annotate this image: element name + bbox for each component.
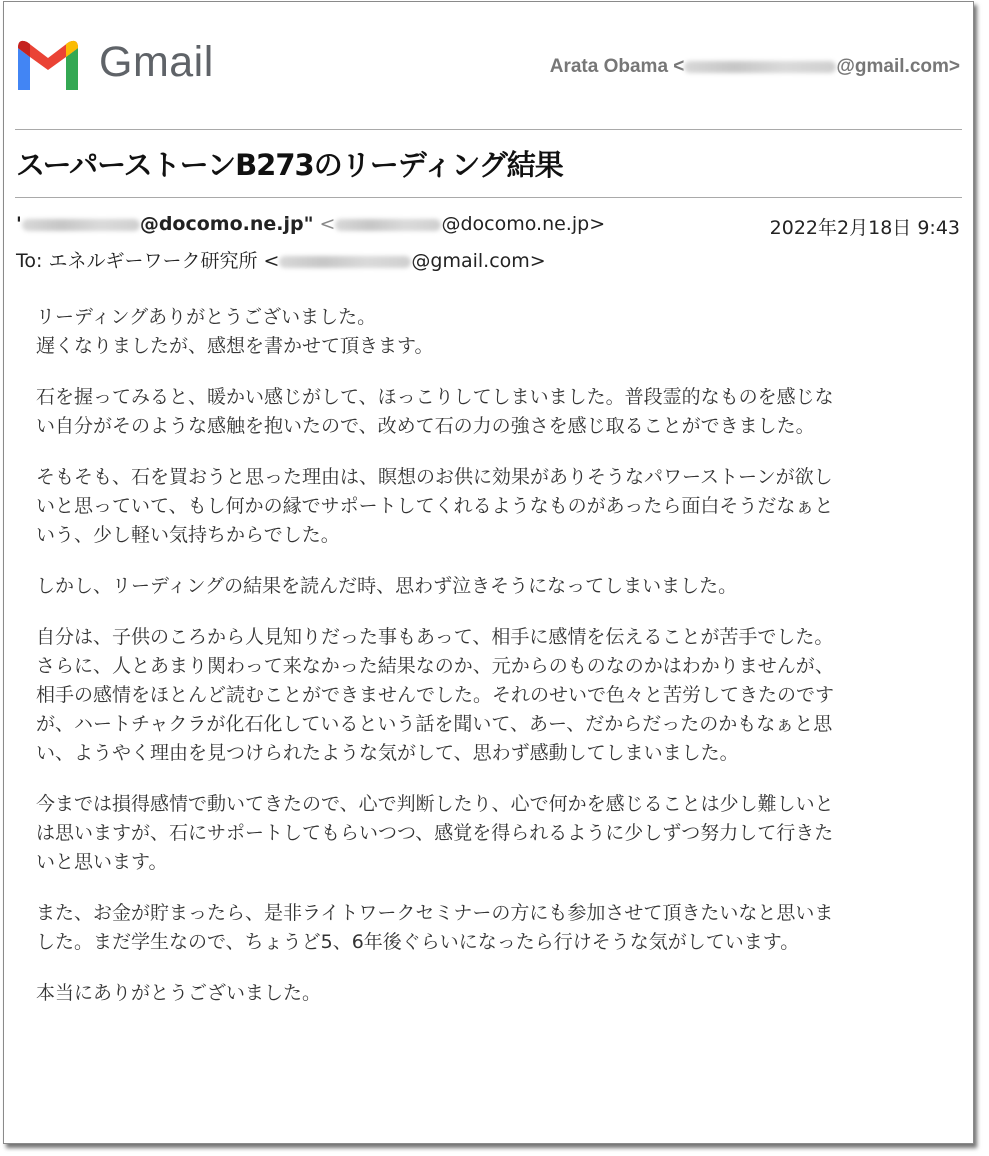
body-paragraph: 自分は、子供のころから人見知りだった事もあって、相手に感情を伝えることが苦手でした。 さらに、人とあまり関わって来なかった結果なのか、元からのものなのかはわかりませんが、 相手の感情をほとんど読むことができませんでした。それのせいで色々と苦労してきたのです が、ハートチャクラが化石化しているという話を聞いて、あー、だからだったのかもなぁと思 い、ようやく理由を見つけられたような気がして、思わず感動してしまいました。	[36, 626, 835, 764]
body-paragraph: また、お金が貯まったら、是非ライトワークセミナーの方にも参加させて頂きたいなと思いま した。まだ学生なので、ちょうど5、6年後ぐらいになったら行けそうな気がしています。	[36, 902, 834, 953]
from-quote: '	[16, 213, 22, 235]
account-domain: @gmail.com>	[836, 56, 960, 77]
gmail-logo-icon	[14, 36, 82, 90]
redacted-recipient-address	[279, 256, 411, 268]
redacted-sender-name	[22, 219, 140, 231]
body-paragraph: 石を握ってみると、暖かい感じがして、ほっこりしてしまいました。普段霊的なものを感じな い自分がそのような感触を抱いたので、改めて石の力の強さを感じ取ることができました。	[36, 386, 834, 437]
body-paragraph: 今までは損得感情で動いてきたので、心で判断したり、心で何かを感じることは少し難しいと は思いますが、石にサポートしてもらいつつ、感覚を得られるように少しずつ努力して行きた いと思います。	[36, 793, 834, 873]
recipient-line	[16, 246, 546, 273]
recipient-label: To: エネルギーワーク研究所 <	[16, 250, 280, 272]
email-date: 2022年2月18日 9:43	[769, 217, 960, 239]
email-print-frame	[3, 1, 974, 1144]
sender-name-domain: @docomo.ne.jp"	[139, 213, 314, 235]
body-paragraph: そもそも、石を買おうと思った理由は、瞑想のお供に効果がありそうなパワーストーンが欲し いと思っていて、もし何かの縁でサポートしてくれるようなものがあったら面白そうだなぁと いう、少し軽い気持ちからでした。	[36, 466, 834, 546]
header-divider	[15, 129, 962, 130]
sender-line	[16, 213, 605, 235]
redacted-sender-address	[335, 219, 441, 231]
email-subject: スーパーストーンB273のリーディング結果	[16, 148, 563, 182]
subject-divider	[15, 197, 962, 198]
body-paragraph: リーディングありがとうございました。 遅くなりましたが、感想を書かせて頂きます。	[36, 306, 434, 357]
body-paragraph: しかし、リーディングの結果を読んだ時、思わず泣きそうになってしまいました。	[36, 575, 738, 597]
recipient-domain: @gmail.com>	[411, 250, 546, 272]
account-email	[550, 56, 960, 78]
body-paragraph: 本当にありがとうございました。	[36, 982, 322, 1004]
gmail-wordmark: Gmail	[99, 38, 214, 86]
account-name: Arata Obama <	[549, 56, 685, 77]
email-body	[36, 303, 951, 1030]
sender-addr-open: <	[313, 213, 336, 235]
redacted-account-address	[684, 61, 836, 73]
sender-address-domain: @docomo.ne.jp>	[441, 213, 606, 235]
